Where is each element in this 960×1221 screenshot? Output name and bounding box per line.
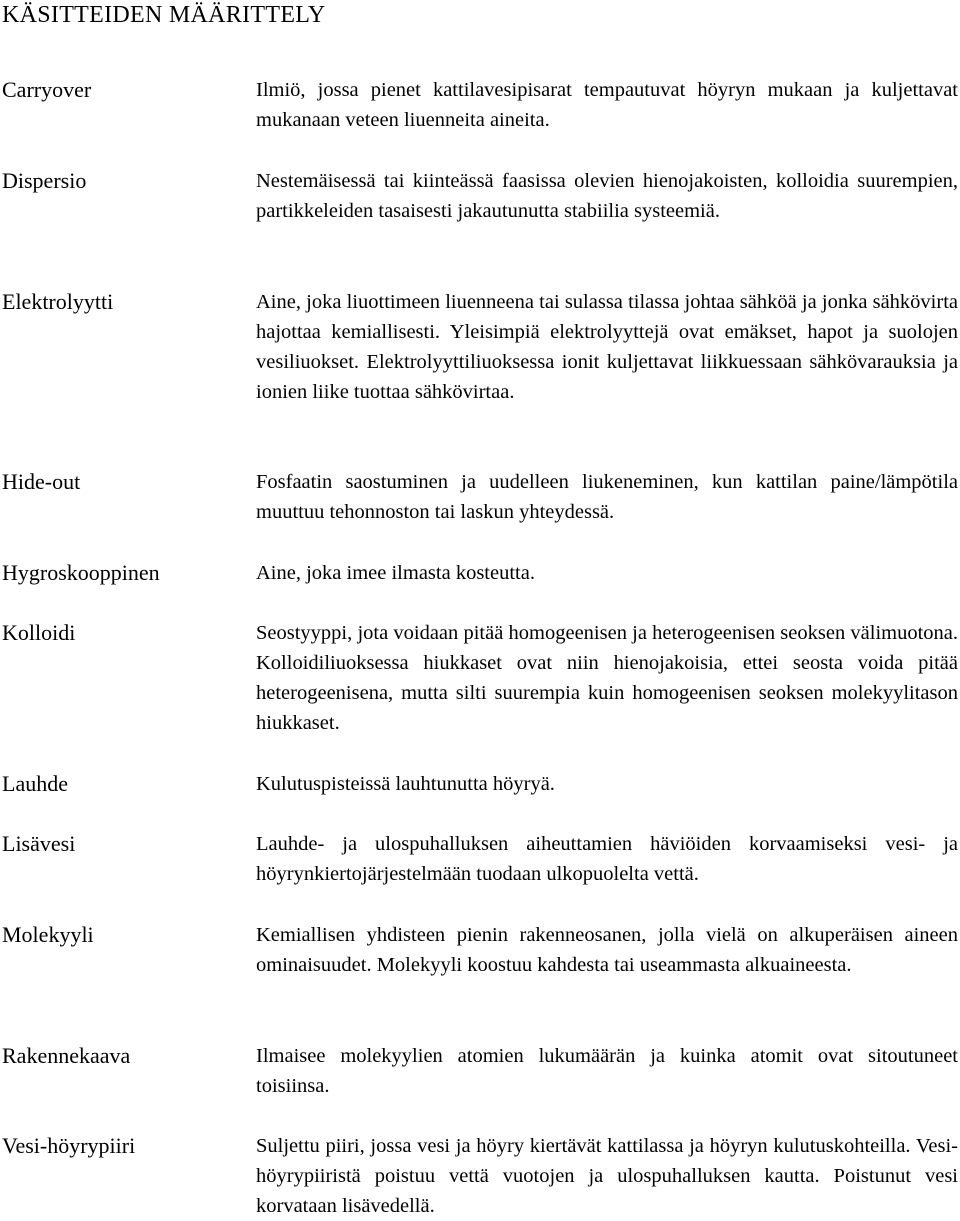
definition-hide-out: Fosfaatin saostuminen ja uudelleen liukeneminen, kun kattilan paine/lämpötila muuttuu tehonnoston tai laskun yhteydessä. xyxy=(256,471,958,523)
definition-lauhde: Kulutuspisteissä lauhtunutta höyryä. xyxy=(256,773,555,795)
term-elektrolyytti: Elektrolyytti xyxy=(2,289,114,314)
term-lisavesi: Lisävesi xyxy=(2,831,76,856)
definition-hygroskooppinen: Aine, joka imee ilmasta kosteutta. xyxy=(256,562,535,584)
term-hygroskooppinen: Hygroskooppinen xyxy=(2,560,160,585)
definition-dispersio: Nestemäisessä tai kiinteässä faasissa olevien hienojakoisten, kolloidia suurempien, partikkeleiden tasaisesti jakautunutta stabiilia systeemiä. xyxy=(256,170,958,222)
term-hide-out: Hide-out xyxy=(2,469,81,494)
term-kolloidi: Kolloidi xyxy=(2,620,76,645)
term-rakennekaava: Rakennekaava xyxy=(2,1043,131,1068)
definition-elektrolyytti: Aine, joka liuottimeen liuenneena tai sulassa tilassa johtaa sähköä ja jonka sähkövirta hajottaa kemiallisesti. Yleisimpiä elektrolyyttejä ovat emäkset, hapot ja suolojen vesiliuokset. Elektrolyyttiliuoksessa ionit kuljettavat liikkuessaan sähkövarauksia ja ionien liike tuottaa sähkövirtaa. xyxy=(256,291,958,403)
term-molekyyli: Molekyyli xyxy=(2,922,94,947)
definition-rakennekaava: Ilmaisee molekyylien atomien lukumäärän ja kuinka atomit ovat sitoutuneet toisiinsa. xyxy=(256,1045,958,1097)
definition-vesi-hoyrypiiri: Suljettu piiri, jossa vesi ja höyry kiertävät kattilassa ja höyryn kulutuskohteilla. Vesi-höyrypiiristä poistuu vettä vuotojen ja ulospuhalluksen kautta. Poistunut vesi korvataan lisävedellä. xyxy=(256,1135,958,1217)
definition-carryover: Ilmiö, jossa pienet kattilavesipisarat tempautuvat höyryn mukaan ja kuljettavat mukanaan veteen liuenneita aineita. xyxy=(256,79,958,131)
definition-kolloidi: Seostyyppi, jota voidaan pitää homogeenisen ja heterogeenisen seoksen välimuotona. Kolloidiliuoksessa hiukkaset ovat niin hienojakoisia, ettei seosta voida pitää heterogeenisena, mutta silti suurempia kuin homogeenisen seoksen molekyylitason hiukkaset. xyxy=(256,622,958,734)
term-lauhde: Lauhde xyxy=(2,771,68,796)
page-title: KÄSITTEIDEN MÄÄRITTELY xyxy=(2,2,326,28)
definition-molekyyli: Kemiallisen yhdisteen pienin rakenneosanen, jolla vielä on alkuperäisen aineen ominaisuudet. Molekyyli koostuu kahdesta tai useammasta alkuaineesta. xyxy=(256,924,958,976)
term-dispersio: Dispersio xyxy=(2,168,87,193)
term-carryover: Carryover xyxy=(2,77,92,102)
definition-lisavesi: Lauhde- ja ulospuhalluksen aiheuttamien häviöiden korvaamiseksi vesi- ja höyrynkiertojärjestelmään tuodaan ulkopuolelta vettä. xyxy=(256,833,958,885)
term-vesi-hoyrypiiri: Vesi-höyrypiiri xyxy=(2,1133,136,1158)
